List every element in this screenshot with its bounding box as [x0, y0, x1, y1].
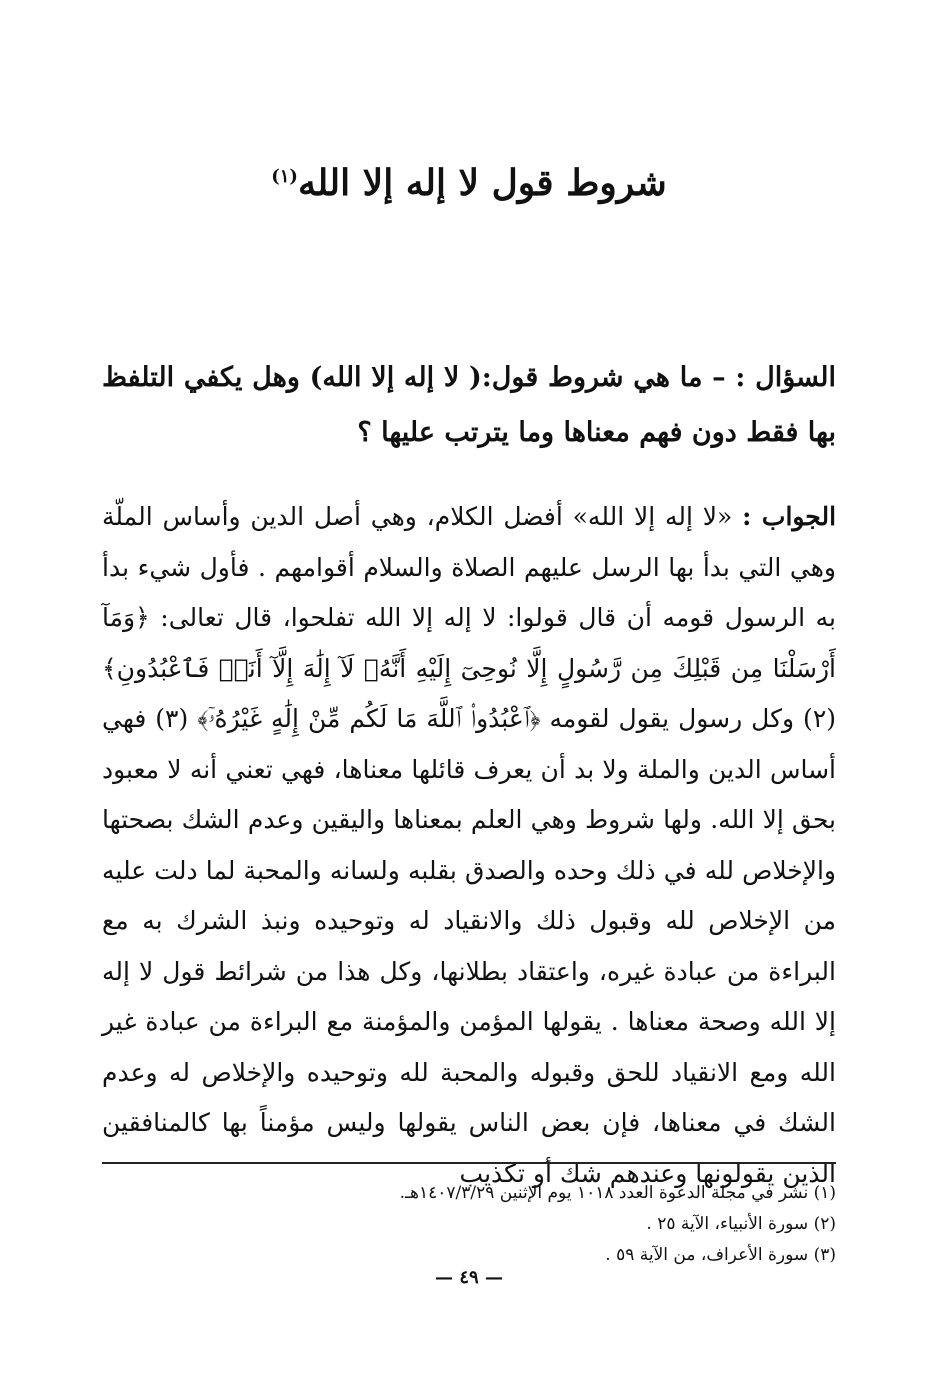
title-footnote-marker: (١): [271, 166, 298, 187]
answer-section: [102, 492, 836, 1199]
title-block: [0, 162, 938, 205]
footnote-1: (١) نشر في مجلة الدعوة العدد ١٠١٨ يوم الإثنين ١٤٠٧/٣/٢٩هـ.: [399, 1183, 836, 1203]
answer-text: «لا إله إلا الله» أفضل الكلام، وهي أصل الدين وأساس الملّة وهي التي بدأ بها الرسل عليهم الصلاة والسلام أقوامهم . فأول شيء بدأ به الرسول قومه أن قال قولوا: لا إله إلا الله تفلحوا، قال تعالى: ﴿وَمَآ أَرْسَلْنَا مِن قَبْلِكَ مِن رَّسُولٍ إِلَّا نُوحِىٓ إِلَيْهِ أَنَّهُۥ لَآ إِلَٰهَ إِلَّآ أَنَا۠ فَٱعْبُدُونِ﴾ (٢) وكل رسول يقول لقومه ﴿ٱعْبُدُوا۟ ٱللَّهَ مَا لَكُم مِّنْ إِلَٰهٍ غَيْرُهُۥٓ﴾ (٣) فهي أساس الدين والملة ولا بد أن يعرف قائلها معناها، فهي تعني أنه لا معبود بحق إلا الله. ولها شروط وهي العلم بمعناها واليقين وعدم الشك بصحتها والإخلاص لله في ذلك وحده والصدق بقلبه ولسانه والمحبة لما دلت عليه من الإخلاص لله وقبول ذلك والانقياد له وتوحيده ونبذ الشرك به مع البراءة من عبادة غيره، واعتقاد بطلانها، وكل هذا من شرائط قول لا إله إلا الله وصحة معناها . يقولها المؤمن والمؤمنة مع البراءة من عبادة غير الله ومع الانقياد للحق وقبوله والمحبة لله وتوحيده والإخلاص له وعدم الشك في معناها، فإن بعض الناس يقولها وليس مؤمناً بها كالمنافقين الذين يقولونها وعندهم شك أو تكذيب: [102, 502, 837, 1188]
question-paragraph: السؤال : – ما هي شروط قول:( لا إله إلا الله) وهل يكفي التلفظ بها فقط دون فهم معناها وما يترتب عليها ؟: [102, 362, 836, 448]
title-text: شروط قول لا إله إلا الله: [297, 162, 667, 204]
footnote-2: (٢) سورة الأنبياء، الآية ٢٥ .: [646, 1214, 836, 1234]
answer-label: الجواب :: [742, 502, 837, 531]
footnote-divider: [102, 1162, 836, 1164]
answer-paragraph: [102, 492, 836, 1199]
page-number: — ٤٩ —: [435, 1267, 503, 1288]
page-title: [271, 162, 667, 204]
footnotes: [102, 1178, 836, 1271]
footnote-3: (٣) سورة الأعراف، من الآية ٥٩ .: [605, 1245, 836, 1265]
